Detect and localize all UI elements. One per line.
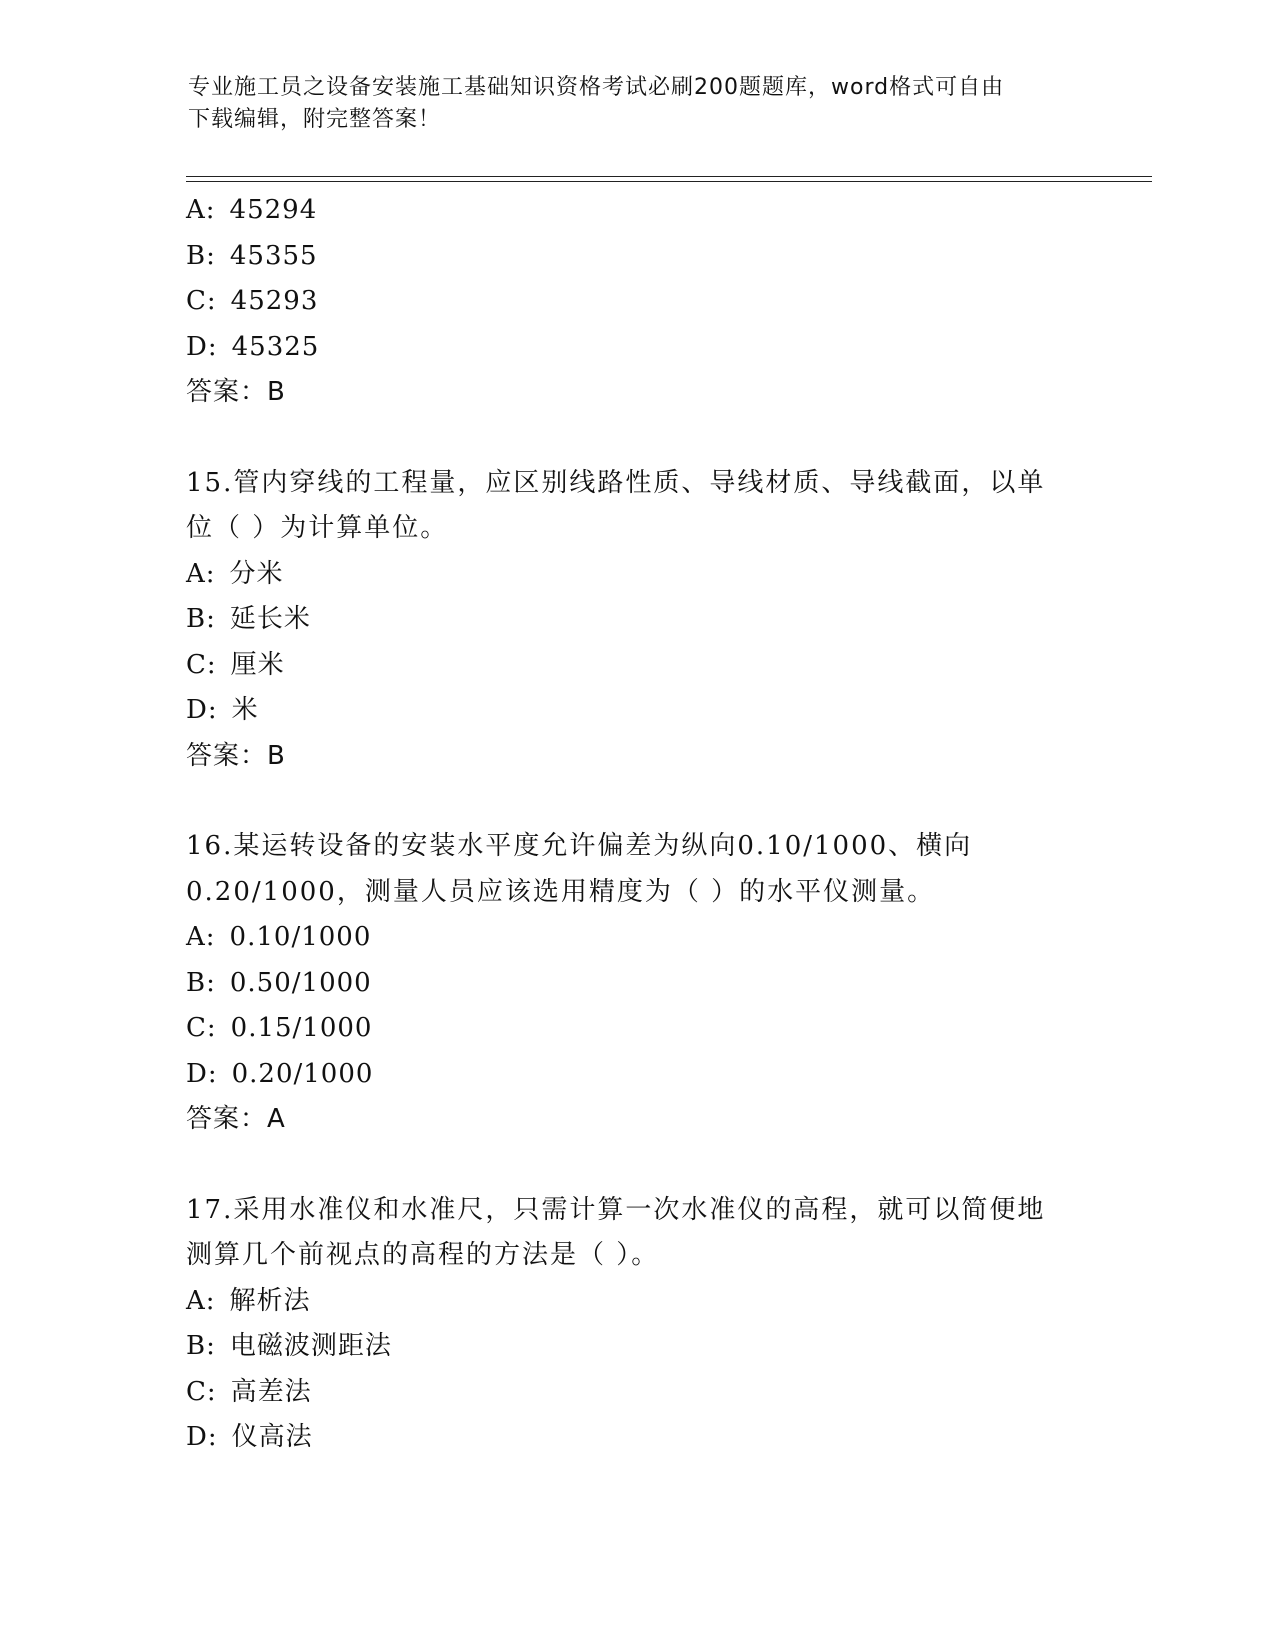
question-text-line-1: 16.某运转设备的安装水平度允许偏差为纵向0.10/1000、横向 bbox=[186, 831, 973, 861]
option-a: A: 分米 bbox=[186, 558, 284, 589]
answer-line: 答案：A bbox=[186, 1104, 286, 1134]
answer-line: 答案：B bbox=[186, 740, 286, 771]
question-list bbox=[186, 188, 1086, 1461]
option-b: B: 电磁波测距法 bbox=[186, 1331, 392, 1361]
option-c: C: 厘米 bbox=[186, 649, 285, 680]
question-16 bbox=[186, 824, 1086, 1143]
question-17 bbox=[186, 1188, 1086, 1461]
header-divider-bottom bbox=[186, 181, 1152, 182]
option-b: B: 0.50/1000 bbox=[186, 967, 372, 998]
question-15 bbox=[186, 461, 1086, 780]
document-header bbox=[188, 72, 1068, 136]
answer-line: 答案：B bbox=[186, 377, 286, 407]
question-text-line-1: 15.管内穿线的工程量，应区别线路性质、导线材质、导线截面，以单 bbox=[186, 467, 1046, 498]
header-divider-top bbox=[186, 176, 1152, 177]
option-d: D: 0.20/1000 bbox=[186, 1058, 374, 1089]
option-c: C: 0.15/1000 bbox=[186, 1013, 373, 1043]
header-line-1: 专业施工员之设备安装施工基础知识资格考试必刷200题题库，word格式可自由 bbox=[188, 75, 1005, 100]
header-line-2: 下载编辑，附完整答案！ bbox=[188, 107, 442, 132]
option-a: A: 解析法 bbox=[186, 1285, 311, 1316]
option-d: D: 45325 bbox=[186, 331, 320, 362]
option-b: B: 延长米 bbox=[186, 604, 311, 634]
option-c: C: 45293 bbox=[186, 286, 319, 316]
question-text-line-2: 位（ ）为计算单位。 bbox=[186, 513, 449, 543]
question-text-line-2: 测算几个前视点的高程的方法是（ ）。 bbox=[186, 1240, 660, 1270]
option-a: A: 45294 bbox=[186, 195, 318, 225]
question-text-line-1: 17.采用水准仪和水准尺，只需计算一次水准仪的高程，就可以简便地 bbox=[186, 1194, 1046, 1225]
question-text-line-2: 0.20/1000，测量人员应该选用精度为（ ）的水平仪测量。 bbox=[186, 876, 936, 907]
option-c: C: 高差法 bbox=[186, 1376, 312, 1407]
question-14 bbox=[186, 188, 1086, 416]
option-b: B: 45355 bbox=[186, 240, 318, 271]
option-d: D: 仪高法 bbox=[186, 1422, 313, 1452]
option-d: D: 米 bbox=[186, 695, 259, 725]
option-a: A: 0.10/1000 bbox=[186, 922, 372, 952]
